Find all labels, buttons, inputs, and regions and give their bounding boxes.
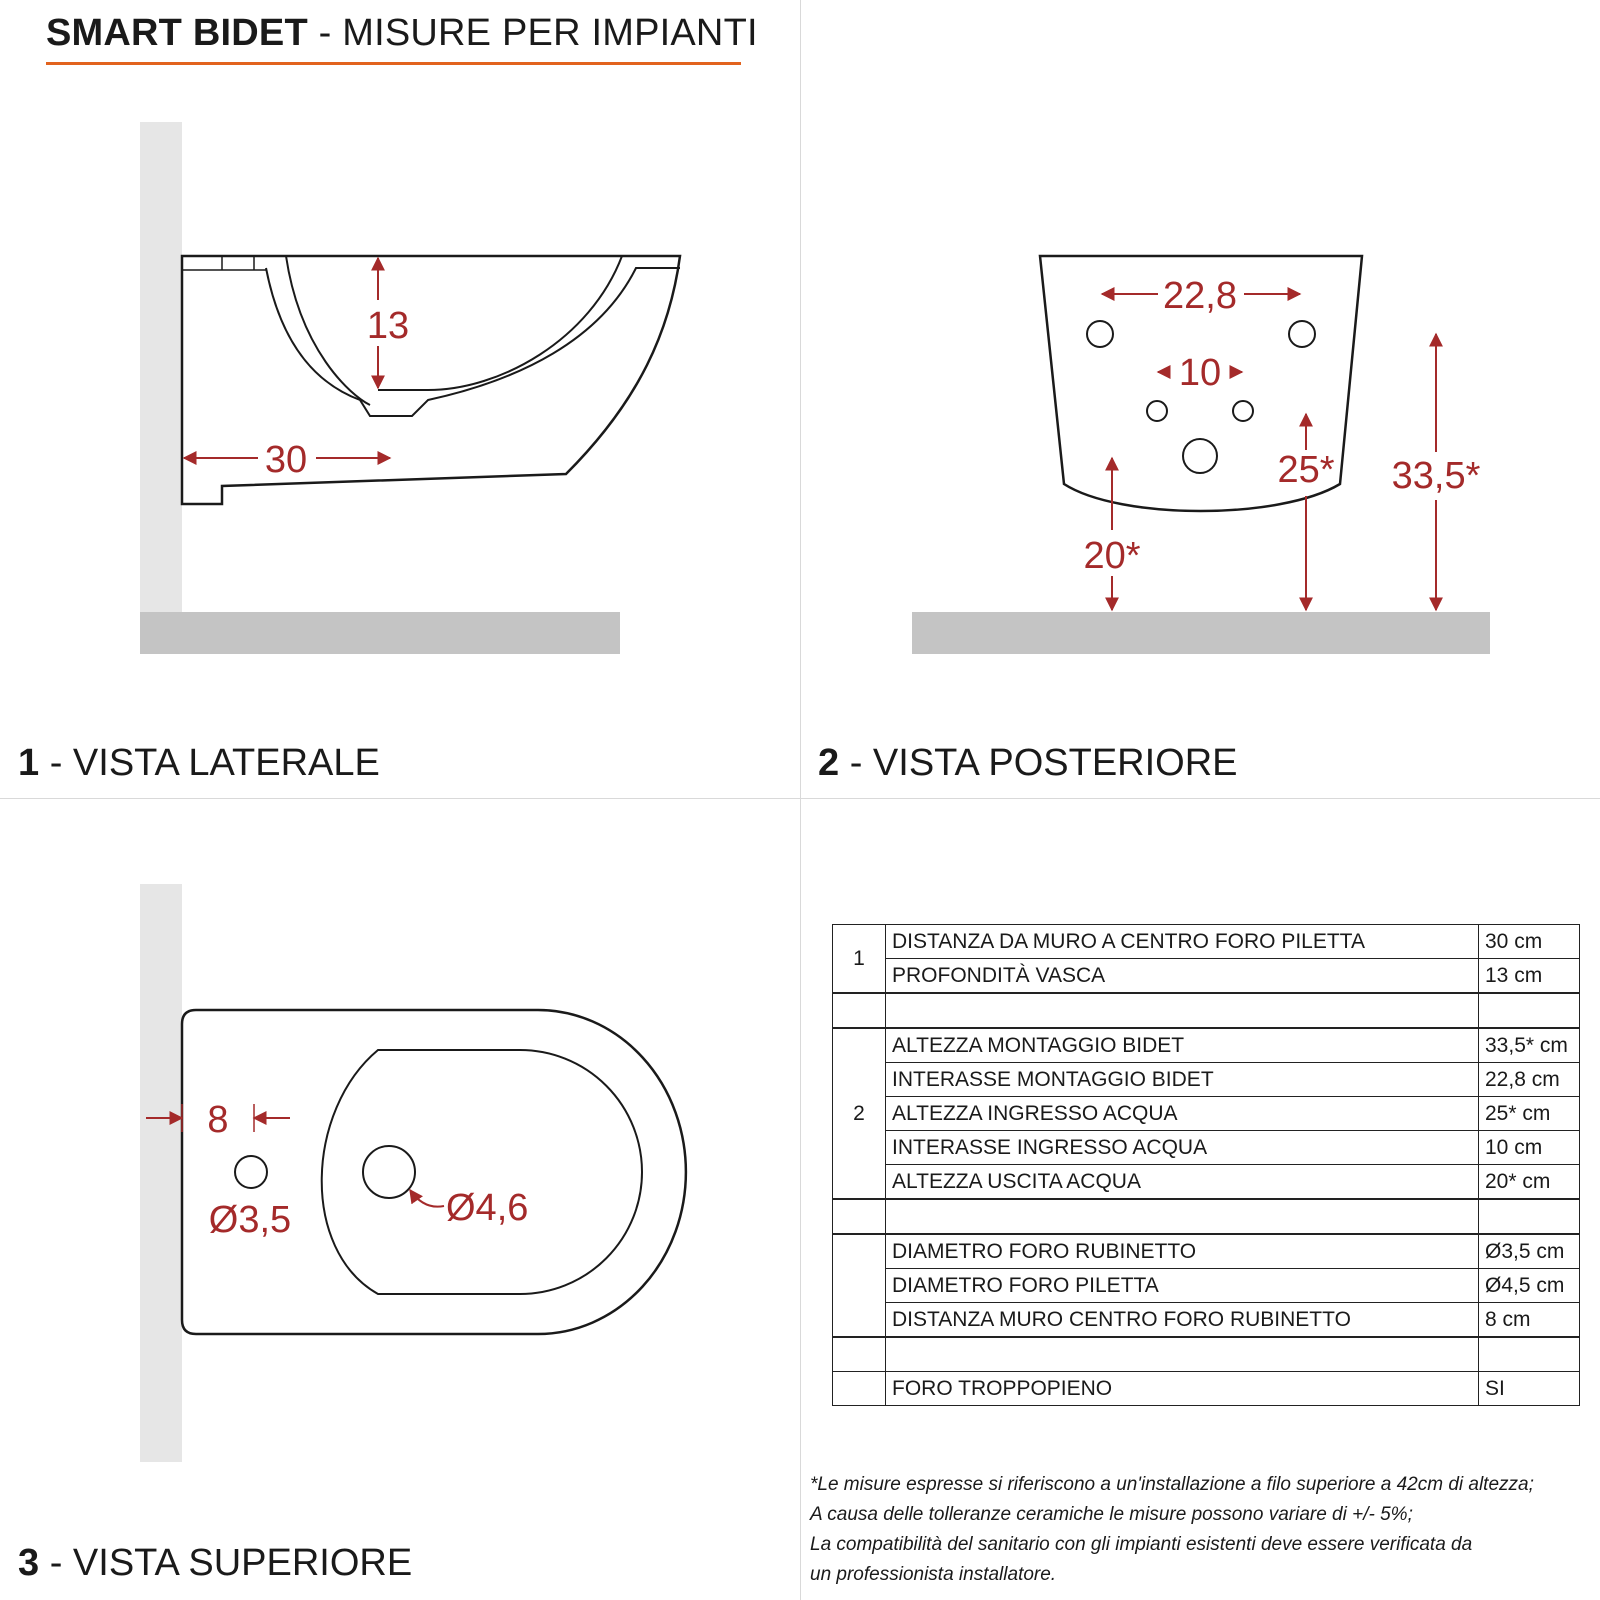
mount-height-dimension: 33,5* <box>1391 455 1481 497</box>
top-view <box>140 884 686 1462</box>
section-number: 3 <box>18 1542 40 1584</box>
inlet-spacing-dimension: 10 <box>1178 352 1222 394</box>
spec-value: 20* cm <box>1479 1165 1580 1200</box>
footnote-line: La compatibilità del sanitario con gli impianti esistenti deve essere verificata da <box>810 1534 1473 1555</box>
bidet-top-outline <box>182 1010 686 1334</box>
mount-spacing-dimension: 22,8 <box>1163 275 1237 317</box>
spec-desc: FORO TROPPOPIENO <box>886 1372 1479 1406</box>
spec-desc: ALTEZZA MONTAGGIO BIDET <box>886 1028 1479 1063</box>
group-id <box>833 1234 886 1337</box>
spec-table <box>832 924 1580 1406</box>
spec-value: 22,8 cm <box>1479 1063 1580 1097</box>
footnote-line: *Le misure espresse si riferiscono a un'installazione a filo superiore a 42cm di altezza; <box>810 1474 1534 1495</box>
spec-desc: DISTANZA MURO CENTRO FORO RUBINETTO <box>886 1303 1479 1338</box>
spec-desc: ALTEZZA USCITA ACQUA <box>886 1165 1479 1200</box>
tap-distance-dimension: 8 <box>207 1099 229 1141</box>
table-row <box>833 1028 1580 1063</box>
section-number: 2 <box>818 742 840 784</box>
spec-value: 33,5* cm <box>1479 1028 1580 1063</box>
page-title-rest: - MISURE PER IMPIANTI <box>307 12 758 54</box>
wall <box>140 884 182 1462</box>
floor <box>140 612 620 654</box>
footnote-line: A causa delle tolleranze ceramiche le misure possono variare di +/- 5%; <box>810 1504 1413 1525</box>
table-spacer-row <box>833 1337 1580 1372</box>
group-id <box>833 1372 886 1406</box>
spec-desc: INTERASSE INGRESSO ACQUA <box>886 1131 1479 1165</box>
rear-view <box>912 256 1490 654</box>
group-id: 2 <box>833 1028 886 1199</box>
spec-desc: DIAMETRO FORO PILETTA <box>886 1269 1479 1303</box>
table-row <box>833 1097 1580 1131</box>
spec-value: 8 cm <box>1479 1303 1580 1338</box>
drain-hole-diameter: Ø4,6 <box>446 1187 529 1229</box>
spec-desc: INTERASSE MONTAGGIO BIDET <box>886 1063 1479 1097</box>
table-spacer-row <box>833 993 1580 1028</box>
table-row <box>833 1372 1580 1406</box>
side-view <box>140 122 680 654</box>
section-title: - VISTA SUPERIORE <box>39 1542 413 1584</box>
drain-distance-dimension: 30 <box>264 439 308 481</box>
section-number: 1 <box>18 742 40 784</box>
spec-value: Ø4,5 cm <box>1479 1269 1580 1303</box>
spec-desc: DIAMETRO FORO RUBINETTO <box>886 1234 1479 1269</box>
table-row <box>833 1303 1580 1338</box>
wall <box>140 122 182 614</box>
footnotes <box>810 1470 1534 1590</box>
group-id: 1 <box>833 925 886 994</box>
outlet-height-dimension: 20* <box>1083 535 1141 577</box>
footnote-line: un professionista installatore. <box>810 1564 1057 1585</box>
table-row <box>833 1131 1580 1165</box>
tap-hole-diameter: Ø3,5 <box>208 1199 292 1241</box>
spec-value: 25* cm <box>1479 1097 1580 1131</box>
table-row <box>833 1269 1580 1303</box>
table-row <box>833 959 1580 994</box>
spec-desc: DISTANZA DA MURO A CENTRO FORO PILETTA <box>886 925 1479 959</box>
floor <box>912 612 1490 654</box>
spec-value: 30 cm <box>1479 925 1580 959</box>
inlet-height-dimension: 25* <box>1277 449 1335 491</box>
spec-desc: PROFONDITÀ VASCA <box>886 959 1479 994</box>
bidet-side-outline <box>182 256 680 504</box>
table-row <box>833 1063 1580 1097</box>
table-row <box>833 1165 1580 1200</box>
spec-value: 13 cm <box>1479 959 1580 994</box>
section-title: - VISTA LATERALE <box>39 742 380 784</box>
page-title-bold: SMART BIDET <box>46 12 308 54</box>
section-title: - VISTA POSTERIORE <box>839 742 1238 784</box>
spec-value: Ø3,5 cm <box>1479 1234 1580 1269</box>
spec-value: SI <box>1479 1372 1580 1406</box>
table-row <box>833 925 1580 959</box>
table-row <box>833 1234 1580 1269</box>
spec-desc: ALTEZZA INGRESSO ACQUA <box>886 1097 1479 1131</box>
spec-value: 10 cm <box>1479 1131 1580 1165</box>
depth-dimension: 13 <box>366 305 410 347</box>
table-spacer-row <box>833 1199 1580 1234</box>
